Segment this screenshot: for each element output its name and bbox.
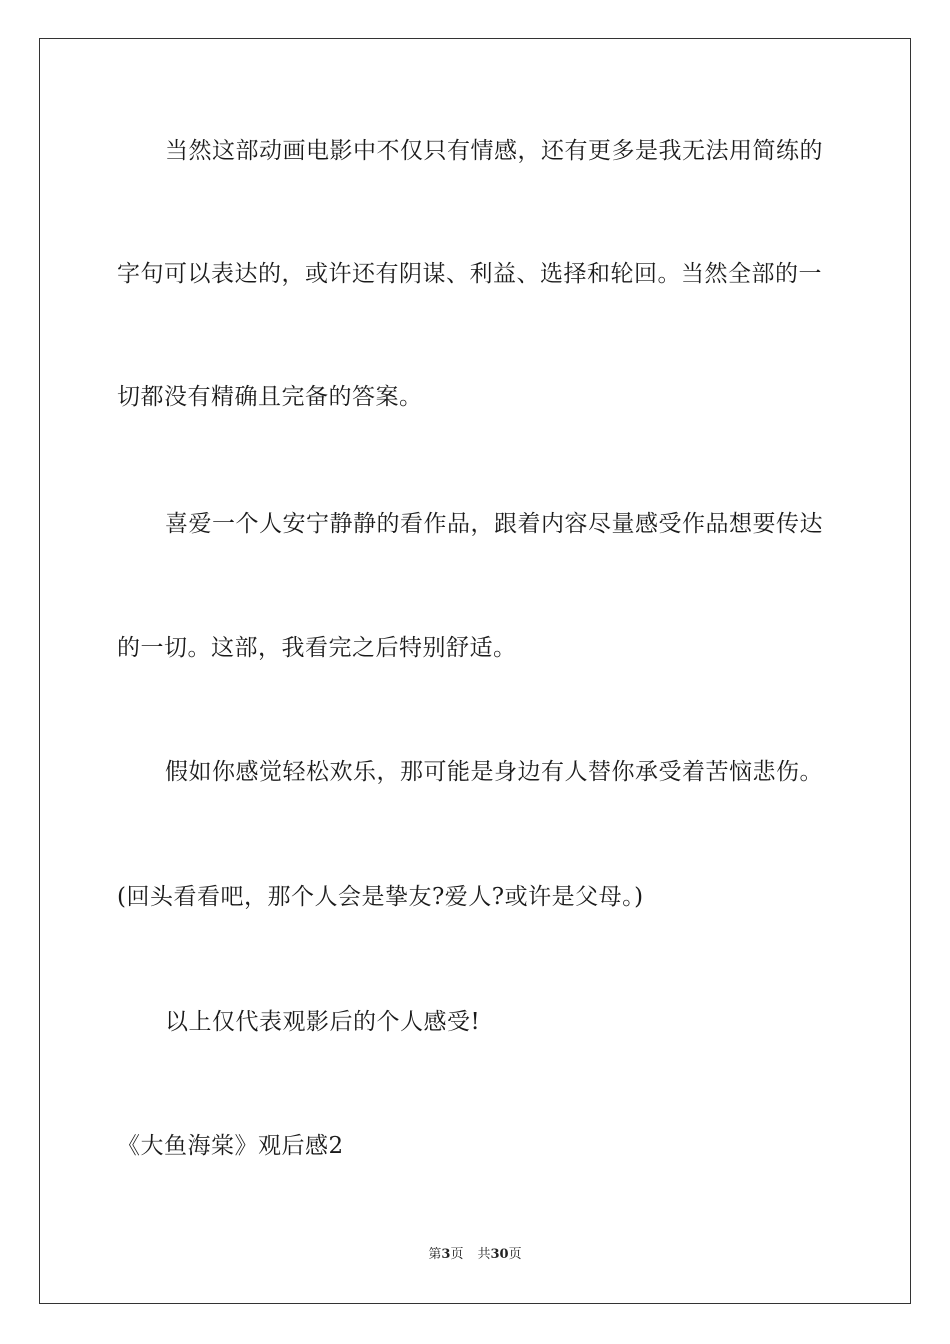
- page-border: [39, 38, 911, 1304]
- paragraph-1-line-1: 当然这部动画电影中不仅只有情感，还有更多是我无法用简练的: [165, 138, 823, 164]
- total-suffix: 页: [508, 1247, 522, 1262]
- paragraph-3-line-2: (回头看看吧，那个人会是挚友?爱人?或许是父母。): [117, 884, 644, 910]
- page-footer: [0, 1246, 950, 1264]
- page-suffix: 页: [450, 1247, 464, 1262]
- paragraph-1-line-3: 切都没有精确且完备的答案。: [117, 384, 423, 410]
- paragraph-1-line-2: 字句可以表达的，或许还有阴谋、利益、选择和轮回。当然全部的一: [117, 261, 822, 287]
- total-pages: 30: [490, 1247, 509, 1262]
- page-number: 3: [441, 1247, 451, 1262]
- total-prefix: 共: [477, 1247, 491, 1262]
- paragraph-2-line-1: 喜爱一个人安宁静静的看作品，跟着内容尽量感受作品想要传达: [165, 511, 823, 537]
- page-prefix: 第: [428, 1247, 442, 1262]
- paragraph-3-line-1: 假如你感觉轻松欢乐，那可能是身边有人替你承受着苦恼悲伤。: [165, 759, 823, 785]
- paragraph-2-line-2: 的一切。这部，我看完之后特别舒适。: [117, 635, 517, 661]
- paragraph-4: 以上仅代表观影后的个人感受!: [165, 1009, 481, 1035]
- section-heading: 《大鱼海棠》观后感2: [117, 1133, 344, 1159]
